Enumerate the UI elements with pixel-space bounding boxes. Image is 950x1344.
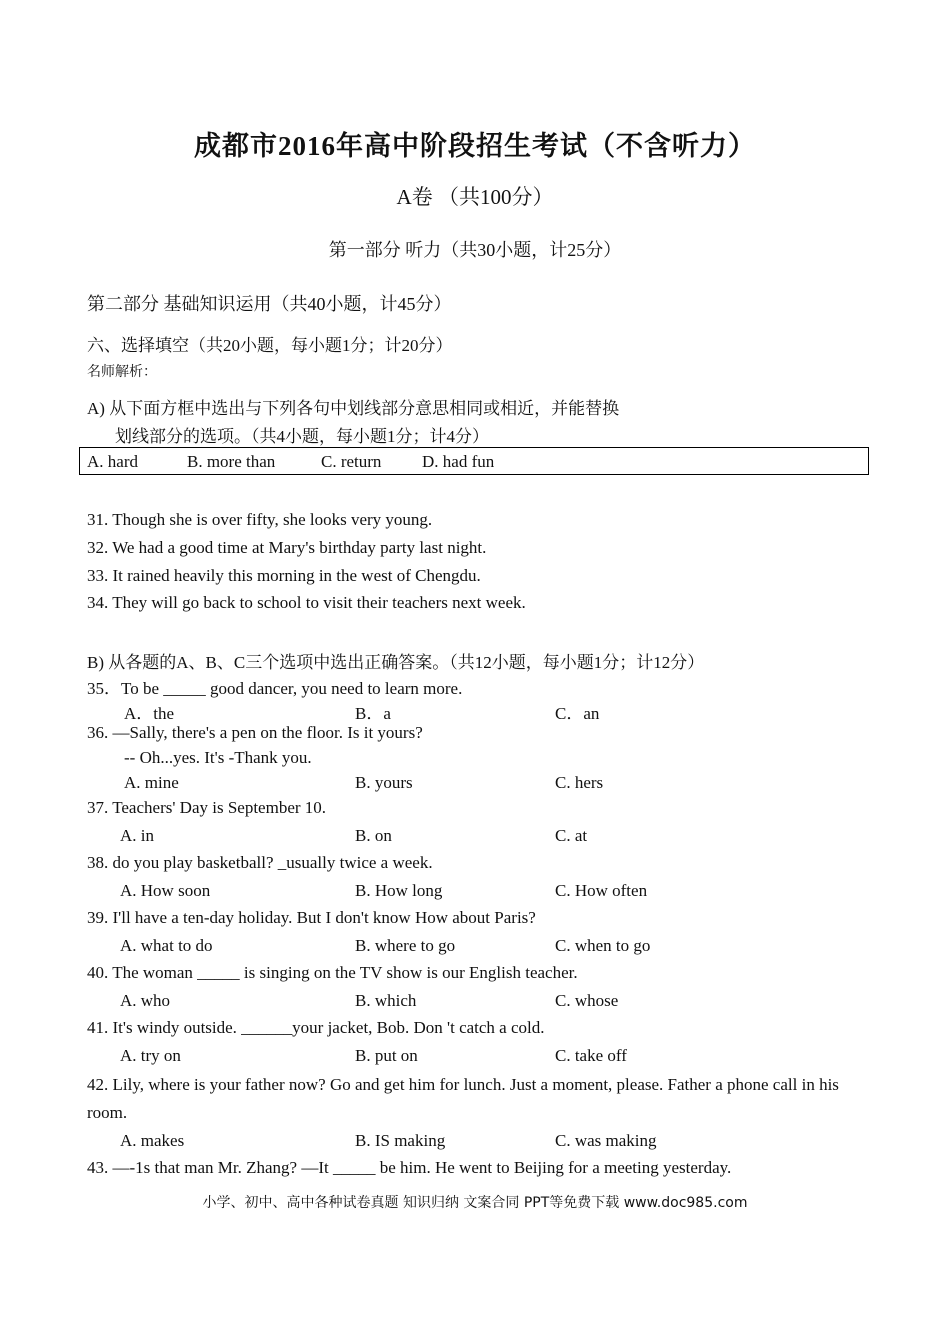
question-34: 34. They will go back to school to visit their teachers next week. (87, 593, 526, 612)
teacher-note: 名师解析： (87, 365, 157, 380)
q37-option-b: B. on (355, 826, 392, 845)
q36-option-b: B. yours (355, 773, 413, 792)
q40-option-c: C. whose (555, 991, 619, 1010)
page-title: 成都市2016年高中阶段招生考试（不含听力） (194, 131, 756, 161)
question-42: 42. Lily, where is your father now? Go and get him for lunch. Just a moment, please. Father a phone call in his room. (87, 1075, 839, 1122)
part1-heading: 第一部分 听力（共30小题，计25分） (328, 240, 622, 260)
q39-option-a: A. what to do (120, 936, 213, 955)
page-footer: 小学、初中、高中各种试卷真题 知识归纳 文案合同 PPT等免费下载 www.doc985.com (202, 1195, 748, 1211)
question-32: 32. We had a good time at Mary's birthday party last night. (87, 538, 487, 557)
question-37: 37. Teachers' Day is September 10. (87, 798, 327, 817)
sectionA-instruction-line1: A) 从下面方框中选出与下列各句中划线部分意思相同或相近，并能替换 (87, 399, 620, 418)
question-36: 36. —Sally, there's a pen on the floor. Is it yours? (87, 723, 423, 742)
q40-option-b: B. which (355, 991, 417, 1010)
q40-option-a: A. who (120, 991, 171, 1010)
question-36-reply: -- Oh...yes. It's -Thank you. (124, 748, 312, 767)
q39-option-c: C. when to go (555, 936, 651, 955)
box-option-c: C. return (321, 452, 382, 471)
q41-option-b: B. put on (355, 1046, 418, 1065)
part2-heading: 第二部分 基础知识运用（共40小题，计45分） (87, 294, 452, 314)
q42-option-a: A. makes (120, 1131, 185, 1150)
q37-option-a: A. in (120, 826, 154, 845)
q38-option-c: C. How often (555, 881, 648, 900)
q38-option-b: B. How long (355, 881, 443, 900)
q41-option-a: A. try on (120, 1046, 181, 1065)
box-option-d: D. had fun (422, 452, 495, 471)
q39-option-b: B. where to go (355, 936, 456, 955)
question-41: 41. It's windy outside. ______your jacket, Bob. Don 't catch a cold. (87, 1018, 545, 1037)
question-43: 43. —-1s that man Mr. Zhang? —It _____ be him. He went to Beijing for a meeting yesterday. (87, 1158, 732, 1177)
q37-option-c: C. at (555, 826, 588, 845)
q35-option-c: C．an (555, 704, 600, 723)
q35-option-b: B．a (355, 704, 391, 723)
q36-option-a: A. mine (124, 773, 179, 792)
sectionA-instruction-line2: 划线部分的选项。（共4小题，每小题1分；计4分） (115, 427, 489, 446)
sectionB-instruction: B) 从各题的A、B、C三个选项中选出正确答案。（共12小题，每小题1分；计12分） (87, 653, 705, 672)
question-39: 39. I'll have a ten-day holiday. But I don't know How about Paris? (87, 908, 536, 927)
section6-heading: 六、选择填空（共20小题，每小题1分；计20分） (87, 336, 453, 355)
paper-subtitle: A卷 （共100分） (396, 185, 554, 209)
q42-option-b: B. IS making (355, 1131, 446, 1150)
question-35: 35．To be _____ good dancer, you need to learn more. (87, 679, 463, 698)
options-box (79, 447, 869, 475)
q36-option-c: C. hers (555, 773, 604, 792)
box-option-b: B. more than (187, 452, 276, 471)
q38-option-a: A. How soon (120, 881, 211, 900)
question-33: 33. It rained heavily this morning in the west of Chengdu. (87, 566, 481, 585)
question-38: 38. do you play basketball? _usually twice a week. (87, 853, 433, 872)
box-option-a: A. hard (87, 452, 138, 471)
question-31: 31. Though she is over fifty, she looks very young. (87, 510, 433, 529)
q35-option-a: A．the (124, 704, 175, 723)
question-40: 40. The woman _____ is singing on the TV show is our English teacher. (87, 963, 578, 982)
q41-option-c: C. take off (555, 1046, 627, 1065)
q42-option-c: C. was making (555, 1131, 657, 1150)
